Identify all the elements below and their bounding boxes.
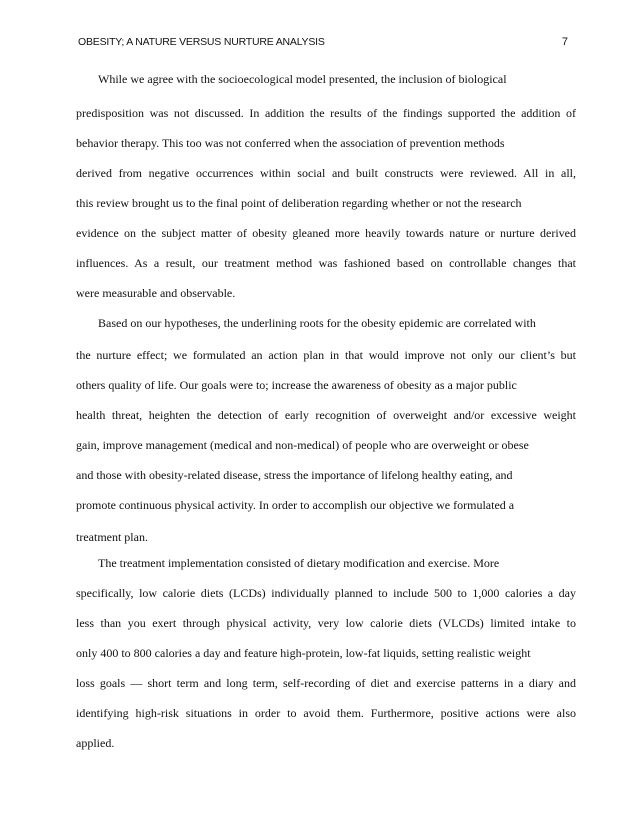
- text-line: and those with obesity-related disease, stress the importance of lifelong healthy eating, and: [76, 468, 513, 482]
- text-line: The treatment implementation consisted of dietary modification and exercise. More: [98, 556, 500, 570]
- text-line: predisposition was not discussed. In addition the results of the findings supported the addition of: [76, 106, 576, 120]
- text-line: gain, improve management (medical and non-medical) of people who are overweight or obese: [76, 438, 529, 452]
- text-line: others quality of life. Our goals were to; increase the awareness of obesity as a major public: [76, 378, 517, 392]
- text-line: loss goals — short term and long term, self-recording of diet and exercise patterns in a diary and: [76, 676, 576, 690]
- text-line: influences. As a result, our treatment method was fashioned based on controllable changes that: [76, 256, 576, 270]
- text-line: health threat, heighten the detection of early recognition of overweight and/or excessive weight: [76, 408, 576, 422]
- running-head: OBESITY; A NATURE VERSUS NURTURE ANALYSIS: [78, 36, 325, 48]
- text-line: behavior therapy. This too was not conferred when the association of prevention methods: [76, 136, 505, 150]
- page-number: 7: [561, 36, 568, 48]
- text-line: this review brought us to the final point of deliberation regarding whether or not the research: [76, 196, 522, 210]
- text-line: treatment plan.: [76, 530, 148, 544]
- text-line: identifying high-risk situations in order to avoid them. Furthermore, positive actions were also: [76, 706, 576, 720]
- text-line: the nurture effect; we formulated an action plan in that would improve not only our client’s but: [76, 348, 576, 362]
- text-line: less than you exert through physical activity, very low calorie diets (VLCDs) limited intake to: [76, 616, 576, 630]
- text-line: were measurable and observable.: [76, 286, 236, 300]
- text-line: evidence on the subject matter of obesity gleaned more heavily towards nature or nurture derived: [76, 226, 576, 240]
- text-line: specifically, low calorie diets (LCDs) individually planned to include 500 to 1,000 calories a day: [76, 586, 576, 600]
- text-line: While we agree with the socioecological model presented, the inclusion of biological: [98, 72, 507, 86]
- text-line: Based on our hypotheses, the underlining roots for the obesity epidemic are correlated with: [98, 316, 536, 330]
- text-line: promote continuous physical activity. In order to accomplish our objective we formulated a: [76, 498, 515, 512]
- text-line: only 400 to 800 calories a day and feature high-protein, low-fat liquids, setting realistic weight: [76, 646, 531, 660]
- text-line: applied.: [76, 736, 115, 750]
- text-line: derived from negative occurrences within social and built constructs were reviewed. All in all,: [76, 166, 576, 180]
